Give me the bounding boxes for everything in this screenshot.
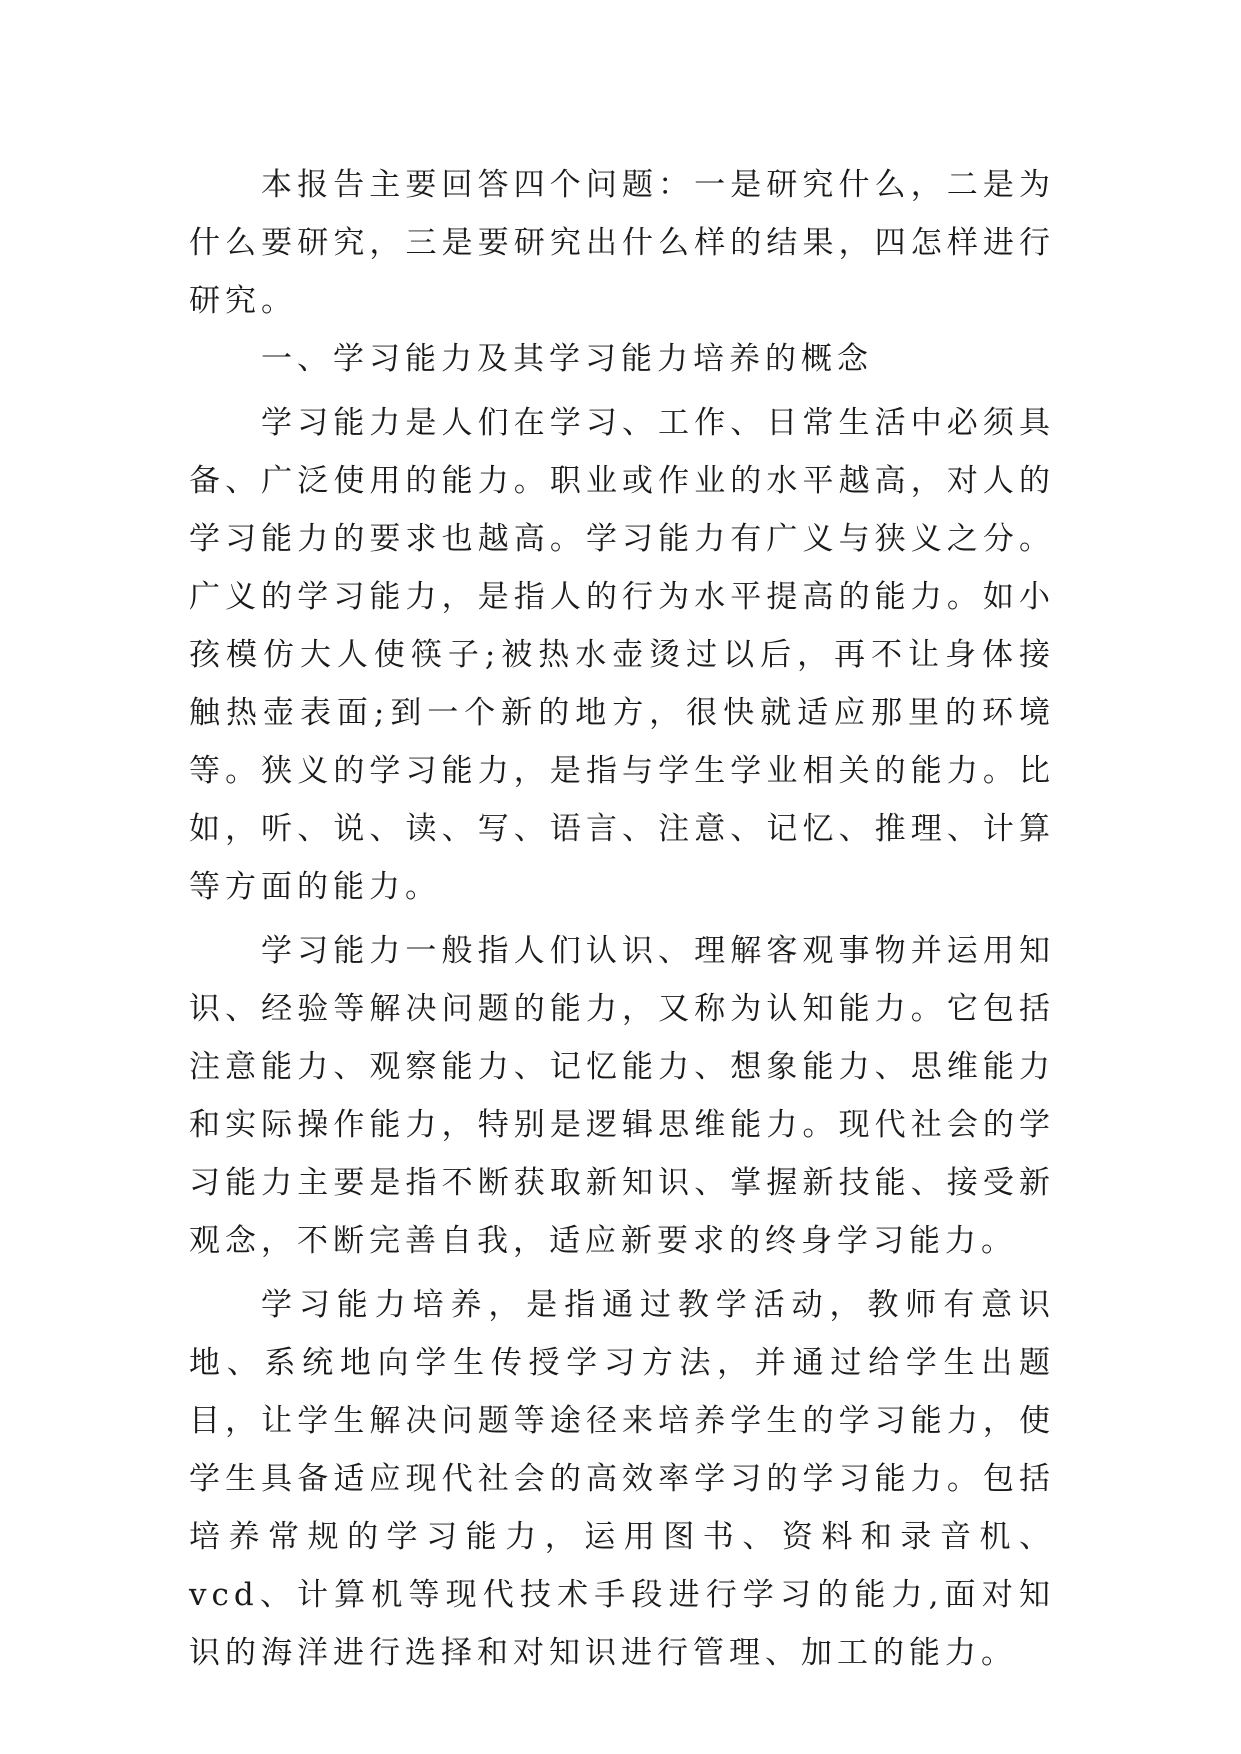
section-heading: 一、学习能力及其学习能力培养的概念 [261,341,873,377]
document-body [189,156,1055,1682]
body-paragraph: 学习能力是人们在学习、工作、日常生活中必须具备、广泛使用的能力。职业或作业的水平越高，对人的学习能力的要求也越高。学习能力有广义与狭义之分。广义的学习能力，是指人的行为水平提高的能力。如小孩模仿大人使筷子;被热水壶烫过以后，再不让身体接触热壶表面;到一个新的地方，很快就适应那里的环境等。狭义的学习能力，是指与学生学业相关的能力。比如，听、说、读、写、语言、注意、记忆、推理、计算等方面的能力。 [189,405,1055,905]
body-paragraph: 学习能力一般指人们认识、理解客观事物并运用知识、经验等解决问题的能力，又称为认知能力。它包括注意能力、观察能力、记忆能力、想象能力、思维能力和实际操作能力，特别是逻辑思维能力。现代社会的学习能力主要是指不断获取新知识、掌握新技能、接受新观念，不断完善自我，适应新要求的终身学习能力。 [189,933,1055,1259]
body-paragraph: 学习能力培养，是指通过教学活动，教师有意识地、系统地向学生传授学习方法，并通过给学生出题目，让学生解决问题等途径来培养学生的学习能力，使学生具备适应现代社会的高效率学习的学习能力。包括培养常规的学习能力，运用图书、资料和录音机、vcd、计算机等现代技术手段进行学习的能力,面对知识的海洋进行选择和对知识进行管理、加工的能力。 [189,1287,1055,1671]
intro-paragraph: 本报告主要回答四个问题：一是研究什么，二是为什么要研究，三是要研究出什么样的结果，四怎样进行研究。 [189,167,1055,319]
